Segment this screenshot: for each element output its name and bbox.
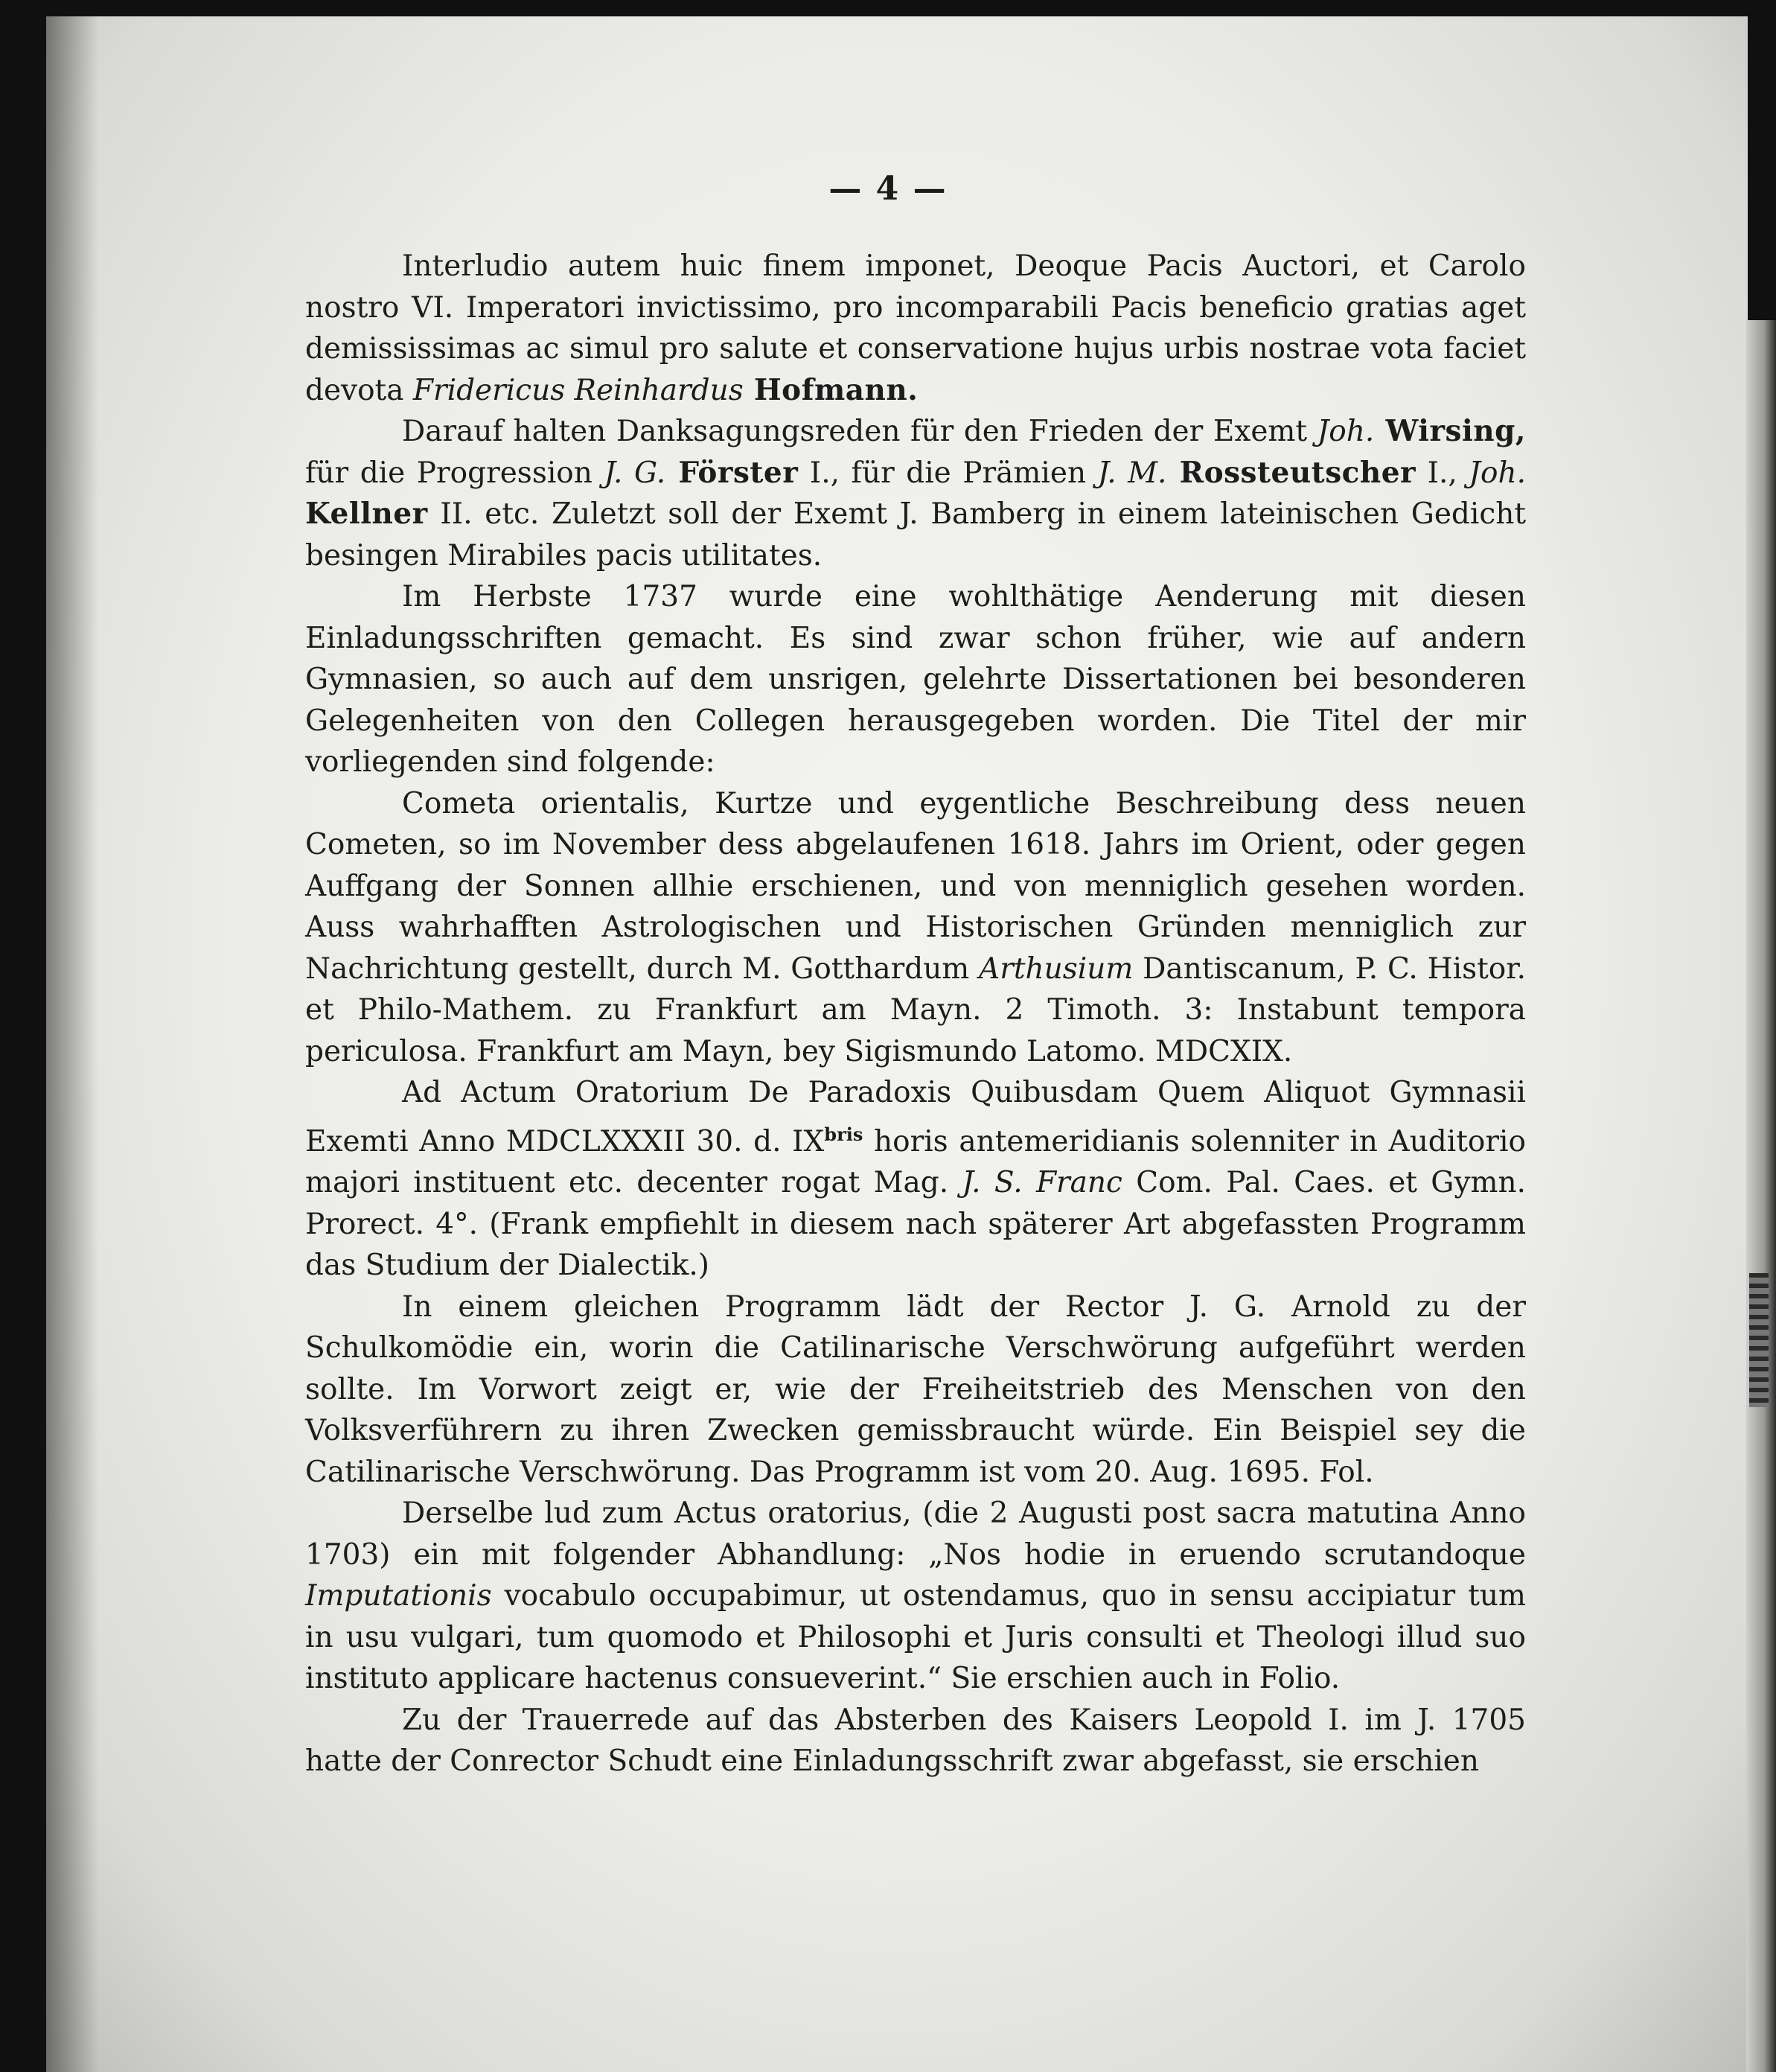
text-run: Interludio autem huic finem imponet, Deoque Pacis Auctori, et Carolo nostro VI. Imperatori invictissimo, pro incomparabili Pacis beneficio gratias aget demississimas ac simul pro salute et conservatione hujus urbis nostrae vota faciet devota — [305, 249, 1526, 407]
text-run: Im Herbste 1737 wurde eine wohlthätige Aenderung mit diesen Einladungsschriften gemacht. Es sind zwar schon früher, wie auf andern Gymnasien, so auch auf dem unsrigen, gelehrte Dissertationen bei besonderen Gelegenheiten von den Collegen herausgegeben worden. Die Titel der mir vorliegenden sind folgende: — [305, 580, 1526, 779]
name-blackletter: Förster — [665, 455, 799, 490]
name-blackletter: Rossteutscher — [1166, 455, 1416, 490]
paragraph — [305, 246, 1526, 411]
text-run: Zu der Trauerrede auf das Absterben des Kaisers Leopold I. im J. 1705 hatte der Conrector Schudt eine Einladungsschrift zwar abgefasst, sie erschien — [305, 1703, 1526, 1778]
paragraph — [305, 1700, 1526, 1782]
italic-text: Joh. — [1317, 415, 1375, 448]
spine-marks — [1749, 1273, 1769, 1407]
text-run: Darauf halten Danksagungsreden für den Frieden der Exemt — [402, 415, 1317, 448]
text-run: I., für die Prämien — [798, 456, 1098, 490]
text-run: Dantiscanum, P. C. Histor. et Philo-Mathem. zu Frankfurt am Mayn. 2 Timoth. 3: Instabunt tempora periculosa. Frankfurt am Mayn, bey Sigismundo Latomo. MDCXIX. — [305, 951, 1526, 1068]
name-blackletter: Kellner — [305, 497, 428, 531]
paragraph — [305, 411, 1526, 576]
paragraph — [305, 1287, 1526, 1494]
paragraph — [305, 576, 1526, 783]
italic-text: Fridericus Reinhardus — [412, 373, 744, 407]
text-run: II. etc. Zuletzt soll der Exemt J. Bamberg in einem lateinischen Gedicht besingen Mirabiles pacis utilitates. — [305, 497, 1526, 573]
text-run: bris — [824, 1123, 863, 1145]
text-run: für die Progression — [305, 456, 604, 490]
italic-text: J. G. — [604, 456, 666, 490]
text-run: Cometa orientalis, Kurtze und eygentliche Beschreibung dess neuen Cometen, so im November dess abgelaufenen 1618. Jahrs im Orient, oder gegen Auffgang der Sonnen allhie erschienen, und von menniglich gesehen worden. Auss wahrhafften Astrologischen und Historischen Gründen menniglich zur Nachrichtung gestellt, durch M. Gotthardum — [305, 786, 1526, 986]
text-run: In einem gleichen Programm lädt der Rector J. G. Arnold zu der Schulkomödie ein, worin die Catilinarische Verschwörung aufgeführt werden sollte. Im Vorwort zeigt er, wie der Freiheitstrieb des Menschen von den Volksverführern zu ihren Zwecken gemissbraucht würde. Ein Beispiel sey die Catilinarische Verschwörung. Das Programm ist vom 20. Aug. 1695. Fol. — [305, 1290, 1526, 1489]
italic-text: Imputationis — [305, 1579, 492, 1613]
paragraph — [305, 1072, 1526, 1287]
text-run: horis antemeridianis solenniter in Auditorio majori instituent etc. decenter rogat Mag. — [305, 1124, 1526, 1199]
italic-text: Joh. — [1469, 456, 1526, 490]
text-run: I., — [1416, 456, 1469, 490]
text-run: Ad Actum Oratorium De Paradoxis Quibusdam Quem Aliquot Gymnasii Exemti Anno MDCLXXXII 30. d. IX — [305, 1076, 1526, 1158]
body-text — [305, 246, 1526, 1782]
page-edge — [1746, 320, 1776, 2072]
page-number: — 4 — — [828, 170, 948, 208]
italic-text: J. S. Franc — [962, 1166, 1122, 1199]
italic-text: J. M. — [1097, 456, 1167, 490]
name-blackletter: Wirsing, — [1374, 414, 1526, 448]
text-run: Derselbe lud zum Actus oratorius, (die 2 Augusti post sacra matutina Anno 1703) ein mit folgender Abhandlung: „Nos hodie in eruendo scrutandoque — [305, 1496, 1526, 1572]
paragraph — [305, 783, 1526, 1073]
text-run: vocabulo occupabimur, ut ostendamus, quo in sensu accipiatur tum in usu vulgari, tum quomodo et Philosophi et Juris consulti et Theologi illud suo instituto applicare hactenus consueverint.“ Sie erschien auch in Folio. — [305, 1579, 1526, 1695]
paragraph — [305, 1493, 1526, 1700]
name-blackletter: Hofmann. — [743, 372, 919, 407]
binding-shadow — [46, 16, 98, 2072]
italic-text: Arthusium — [979, 951, 1134, 986]
text-run: Com. Pal. Caes. et Gymn. Prorect. 4°. (Frank empfiehlt in diesem nach späterer Art abgefassten Programm das Studium der Dialectik.) — [305, 1166, 1526, 1282]
